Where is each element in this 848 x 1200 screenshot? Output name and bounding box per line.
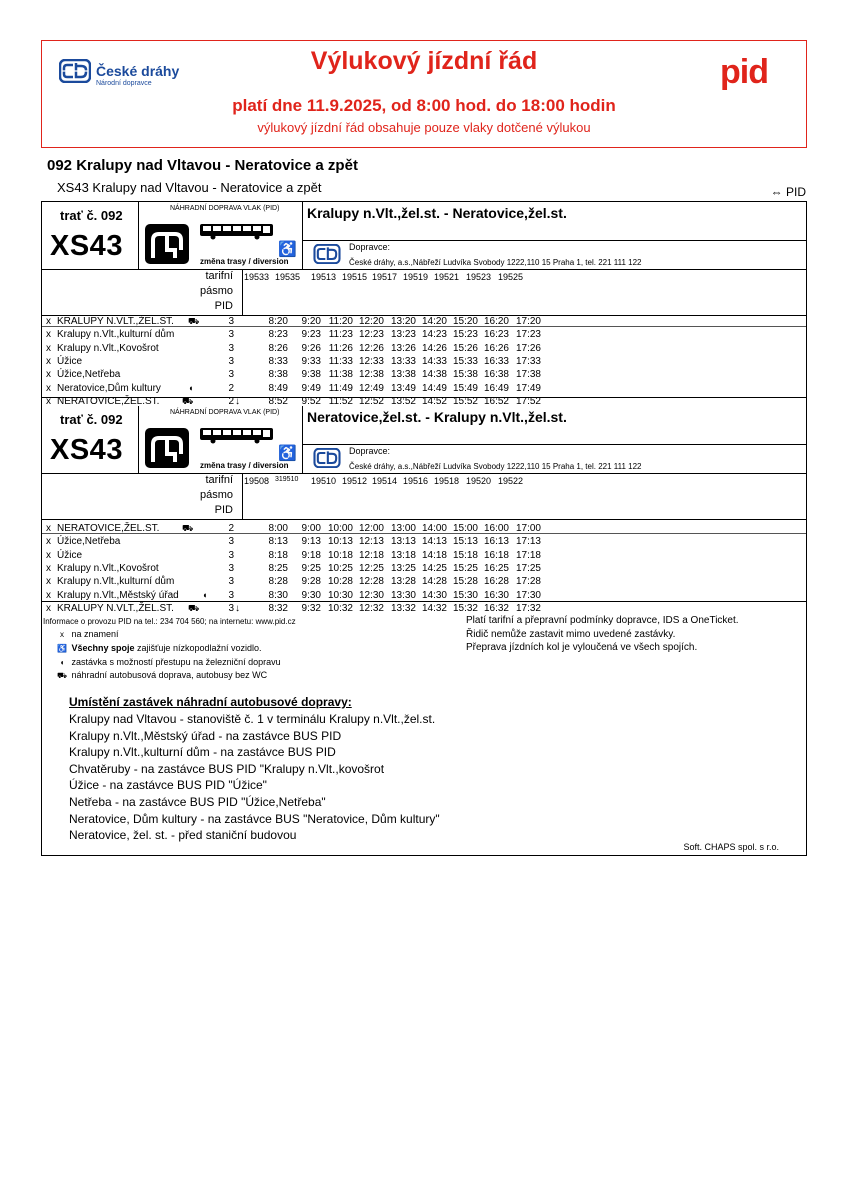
- train-number: 19517: [372, 272, 398, 282]
- info-line: Informace o provozu PID na tel.: 234 704 560; na internetu: www.pid.cz: [43, 617, 296, 626]
- replacement-transport-icon: [145, 224, 189, 264]
- stop-name: Úžice: [57, 355, 83, 367]
- departure-time: 12:30: [358, 589, 384, 601]
- departure-time: 15:20: [452, 316, 478, 327]
- diversion-label: změna trasy / diversion: [200, 257, 289, 266]
- on-request-mark: x: [46, 576, 51, 588]
- departure-time: 16:26: [483, 342, 509, 354]
- departure-time: 17:18: [515, 549, 541, 561]
- wheelchair-icon: ♿: [278, 445, 297, 462]
- departure-time: 13:20: [390, 316, 416, 327]
- tariff-zone: 3: [228, 549, 234, 561]
- departure-time: 13:32: [390, 602, 416, 614]
- legend-symbol: x: [60, 630, 64, 639]
- departure-time: 15:30: [452, 589, 478, 601]
- table-row: [42, 329, 806, 341]
- departure-time: 16:28: [483, 576, 509, 588]
- cd-logo-name: České dráhy: [96, 63, 180, 79]
- tariff-zone: 3: [228, 355, 234, 367]
- departure-time: 12:28: [358, 576, 384, 588]
- departure-time: 12:26: [358, 342, 384, 354]
- train-number: 19510: [311, 476, 337, 486]
- departure-time: 13:13: [390, 536, 416, 548]
- route-name: Neratovice,žel.st. - Kralupy n.Vlt.,žel.st.: [307, 409, 567, 425]
- on-request-mark: x: [46, 382, 51, 394]
- departure-time: 17:32: [515, 602, 541, 614]
- departure-time: 12:18: [358, 549, 384, 561]
- departure-time: 16:38: [483, 369, 509, 381]
- departure-time: 16:20: [483, 316, 509, 327]
- train-number: 19519: [403, 272, 429, 282]
- departure-time: 10:28: [327, 576, 353, 588]
- departure-time: 15:52: [452, 395, 478, 407]
- train-number: 19525: [498, 272, 524, 282]
- departure-time: 17:30: [515, 589, 541, 601]
- departure-time: 14:52: [421, 395, 447, 407]
- line-code: XS43: [50, 230, 123, 262]
- tariff-zone: 3: [228, 329, 234, 341]
- table-row: [42, 316, 806, 328]
- software-credit: Soft. CHAPS spol. s r.o.: [683, 842, 779, 852]
- stop-location-item: Neratovice, Dům kultury - na zastávce BUS "Neratovice, Dům kultury": [69, 811, 440, 826]
- train-number: 19516: [403, 476, 429, 486]
- departure-time: 8:52: [268, 395, 288, 407]
- rail-transfer-icon: ◖: [202, 589, 208, 600]
- table-row: [42, 590, 806, 602]
- departure-time: 16:25: [483, 562, 509, 574]
- stop-location-item: Netřeba - na zastávce BUS PID "Úžice,Netřeba": [69, 795, 326, 809]
- rail-transfer-icon: ◖: [188, 382, 194, 393]
- header-box: [41, 40, 807, 148]
- stop-location-item: Úžice - na zastávce BUS PID "Úžice": [69, 778, 267, 793]
- track-number: trať č. 092: [60, 412, 123, 427]
- departure-time: 13:25: [390, 562, 416, 574]
- train-number: 19512: [342, 476, 368, 486]
- departure-time: 10:00: [327, 523, 353, 534]
- cd-logo-subname: Národní dopravce: [96, 80, 152, 87]
- departure-time: 9:28: [301, 576, 321, 588]
- departure-time: 8:23: [268, 329, 288, 341]
- legend-text-bold: Všechny spoje: [71, 643, 135, 653]
- stop-location-item: Kralupy nad Vltavou - stanoviště č. 1 v terminálu Kralupy n.Vlt.,žel.st.: [69, 712, 436, 726]
- bus-icon: [199, 426, 274, 444]
- tariff-zone: 3: [228, 576, 234, 588]
- departure-time: 15:26: [452, 342, 478, 354]
- departure-time: 14:20: [421, 316, 447, 327]
- stop-location-item: Kralupy n.Vlt.,Městský úřad - na zastávce BUS PID: [69, 728, 342, 743]
- departure-time: 15:00: [452, 523, 478, 534]
- pid-logo: pid: [720, 53, 768, 91]
- departure-time: 8:38: [268, 369, 288, 381]
- departure-time: 17:28: [515, 576, 541, 588]
- operator-address: České dráhy, a.s.,Nábřeží Ludvíka Svobody 1222,110 15 Praha 1, tel. 221 111 122: [349, 462, 642, 471]
- departure-time: 13:49: [390, 382, 416, 394]
- table-row: [42, 383, 806, 395]
- departure-time: 14:28: [421, 576, 447, 588]
- train-number: 19515: [342, 272, 368, 282]
- track-number: trať č. 092: [60, 208, 123, 223]
- on-request-mark: x: [46, 549, 51, 561]
- legend-symbol: ⛟: [56, 671, 68, 680]
- departure-time: 10:25: [327, 562, 353, 574]
- departure-time: 16:52: [483, 395, 509, 407]
- validity-note: výlukový jízdní řád obsahuje pouze vlaky dotčené výlukou: [257, 120, 591, 135]
- tariff-zone: 3: [228, 562, 234, 574]
- departure-time: 17:00: [515, 523, 541, 534]
- departure-time: 17:33: [515, 355, 541, 367]
- stop-name: Úžice,Netřeba: [57, 369, 121, 381]
- departure-time: 17:13: [515, 536, 541, 548]
- departure-time: 8:18: [268, 549, 288, 561]
- line-code: XS43: [50, 434, 123, 466]
- tariff-zone: 3: [228, 536, 234, 548]
- tariff-zone: 2: [228, 523, 234, 534]
- departure-time: 12:38: [358, 369, 384, 381]
- departure-time: 13:28: [390, 576, 416, 588]
- departure-time: 12:32: [358, 602, 384, 614]
- legend-item: [55, 657, 281, 667]
- departure-time: 10:32: [327, 602, 353, 614]
- stop-name: Úžice: [57, 549, 83, 561]
- bus-icon: [199, 222, 274, 240]
- table-row: [42, 536, 806, 548]
- departure-time: 12:49: [358, 382, 384, 394]
- departure-time: 11:33: [328, 355, 353, 367]
- zone-label: pásmo: [199, 285, 233, 297]
- stop-location-item: Kralupy n.Vlt.,kulturní dům - na zastávce BUS PID: [69, 745, 336, 760]
- departure-time: 9:49: [301, 382, 321, 394]
- departure-time: 17:49: [515, 382, 541, 394]
- page-title: Výlukový jízdní řád: [310, 47, 538, 75]
- pid-label: PID: [214, 504, 233, 516]
- table-row: [42, 523, 806, 535]
- end-arrow-icon: ↓: [235, 602, 240, 614]
- departure-time: 10:18: [327, 549, 353, 561]
- tariff-zone: 2: [228, 395, 234, 407]
- departure-time: 14:49: [421, 382, 447, 394]
- departure-time: 16:13: [483, 536, 509, 548]
- tariff-zone: 3: [228, 602, 234, 614]
- departure-time: 14:33: [421, 355, 447, 367]
- train-number: 19514: [372, 476, 398, 486]
- departure-time: 9:26: [301, 342, 321, 354]
- stop-name: NERATOVICE,ŽEL.ST.: [57, 395, 160, 407]
- on-request-mark: x: [46, 536, 51, 548]
- departure-time: 17:38: [515, 369, 541, 381]
- timetable-frame: [41, 201, 807, 856]
- departure-time: 16:30: [483, 589, 509, 601]
- table-row: [42, 356, 806, 368]
- departure-time: 16:18: [483, 549, 509, 561]
- route-name: Kralupy n.Vlt.,žel.st. - Neratovice,žel.st.: [307, 205, 567, 221]
- departure-time: 14:26: [421, 342, 447, 354]
- legend-item: [55, 670, 267, 681]
- departure-time: 17:26: [515, 342, 541, 354]
- departure-time: 13:26: [390, 342, 416, 354]
- zone-label: pásmo: [199, 489, 233, 501]
- departure-time: 16:33: [483, 355, 509, 367]
- train-number: 19513: [311, 272, 337, 282]
- bus-replacement-icon: ⛟: [182, 523, 194, 533]
- replacement-transport-icon: [145, 428, 189, 468]
- pid-link[interactable]: ⇔ PID: [770, 185, 806, 199]
- departure-time: 17:23: [515, 329, 541, 341]
- departure-time: 16:32: [483, 602, 509, 614]
- departure-time: 13:52: [390, 395, 416, 407]
- departure-time: 16:00: [483, 523, 509, 534]
- departure-time: 8:30: [268, 589, 288, 601]
- departure-time: 12:00: [358, 523, 384, 534]
- departure-time: 13:38: [390, 369, 416, 381]
- train-number: 19535: [275, 272, 301, 282]
- train-number: 19523: [466, 272, 492, 282]
- departure-time: 8:28: [268, 576, 288, 588]
- departure-time: 8:33: [268, 355, 288, 367]
- on-request-mark: x: [46, 316, 51, 327]
- departure-time: 14:18: [421, 549, 447, 561]
- line-title: 092 Kralupy nad Vltavou - Neratovice a zpět: [47, 157, 358, 174]
- line-subtitle: XS43 Kralupy nad Vltavou - Neratovice a zpět: [57, 180, 322, 195]
- departure-time: 8:25: [268, 562, 288, 574]
- departure-time: 11:38: [328, 369, 353, 381]
- legend-text: zajišťuje nízkopodlažní vozidlo.: [134, 643, 262, 653]
- train-number: 19522: [498, 476, 524, 486]
- on-request-mark: x: [46, 523, 51, 534]
- departure-time: 17:20: [515, 316, 541, 327]
- departure-time: 14:38: [421, 369, 447, 381]
- departure-time: 8:26: [268, 342, 288, 354]
- departure-time: 15:49: [452, 382, 478, 394]
- departure-time: 10:30: [327, 589, 353, 601]
- stop-name: Kralupy n.Vlt.,kulturní dům: [57, 329, 175, 341]
- train-number: 19533: [244, 272, 270, 282]
- departure-time: 15:38: [452, 369, 478, 381]
- departure-time: 8:20: [268, 316, 288, 327]
- departure-time: 11:49: [328, 382, 353, 394]
- stop-name: Kralupy n.Vlt.,Kovošrot: [57, 562, 159, 574]
- departure-time: 9:13: [301, 536, 321, 548]
- timetable-block: [42, 202, 806, 412]
- condition-note: Platí tarifní a přepravní podmínky dopravce, IDS a OneTicket.: [466, 615, 739, 626]
- pid-label: PID: [214, 300, 233, 312]
- stop-name: Kralupy n.Vlt.,Městský úřad: [57, 589, 179, 601]
- operator-label: Dopravce:: [349, 242, 391, 252]
- table-row: [42, 369, 806, 381]
- departure-time: 13:00: [390, 523, 416, 534]
- on-request-mark: x: [46, 342, 51, 354]
- operator-address: České dráhy, a.s.,Nábřeží Ludvíka Svobody 1222,110 15 Praha 1, tel. 221 111 122: [349, 258, 642, 267]
- tariff-zone: 3: [228, 369, 234, 381]
- replacement-label: NÁHRADNÍ DOPRAVA VLAK (PID): [170, 205, 280, 212]
- departure-time: 9:23: [301, 329, 321, 341]
- table-row: [42, 563, 806, 575]
- departure-time: 15:32: [452, 602, 478, 614]
- train-number: 19520: [466, 476, 492, 486]
- departure-time: 14:00: [421, 523, 447, 534]
- stop-name: NERATOVICE,ŽEL.ST.: [57, 523, 160, 534]
- departure-time: 13:33: [390, 355, 416, 367]
- cd-small-logo-icon: [313, 244, 341, 264]
- tariff-zone: 3: [228, 589, 234, 601]
- train-number: 19521: [434, 272, 460, 282]
- stop-name: KRALUPY N.VLT.,ŽEL.ST.: [57, 316, 174, 327]
- legend-item: [55, 643, 262, 653]
- bus-replacement-icon: ⛟: [188, 316, 200, 326]
- departure-time: 9:52: [301, 395, 321, 407]
- legend-text: náhradní autobusová doprava, autobusy bez WC: [71, 670, 268, 680]
- condition-note: Řidič nemůže zastavit mimo uvedené zastávky.: [466, 628, 676, 640]
- stop-location-item: Neratovice, žel. st. - před staniční budovou: [69, 828, 297, 843]
- departure-time: 14:30: [421, 589, 447, 601]
- on-request-mark: x: [46, 355, 51, 367]
- departure-time: 17:52: [515, 395, 541, 407]
- departure-time: 14:25: [421, 562, 447, 574]
- departure-time: 12:13: [358, 536, 384, 548]
- departure-time: 17:25: [515, 562, 541, 574]
- departure-time: 14:23: [421, 329, 447, 341]
- stop-name: Úžice,Netřeba: [57, 536, 121, 548]
- departure-time: 12:23: [358, 329, 384, 341]
- departure-time: 9:25: [301, 562, 321, 574]
- departure-time: 15:25: [452, 562, 478, 574]
- departure-time: 11:26: [328, 342, 353, 354]
- stop-name: Neratovice,Dům kultury: [57, 382, 161, 394]
- table-row: [42, 550, 806, 562]
- on-request-mark: x: [46, 369, 51, 381]
- departure-time: 9:00: [301, 523, 321, 534]
- departure-time: 9:38: [301, 369, 321, 381]
- stop-name: KRALUPY N.VLT.,ŽEL.ST.: [57, 602, 174, 614]
- table-row: [42, 603, 806, 615]
- departure-time: 8:32: [268, 602, 288, 614]
- bus-replacement-icon: ⛟: [182, 395, 194, 406]
- departure-time: 12:25: [358, 562, 384, 574]
- cd-small-logo-icon: [313, 448, 341, 468]
- diversion-label: změna trasy / diversion: [200, 461, 289, 470]
- departure-time: 12:20: [358, 316, 384, 327]
- on-request-mark: x: [46, 602, 51, 614]
- condition-note: Přeprava jízdních kol je vyloučená ve všech spojích.: [466, 642, 698, 653]
- train-number: 19508: [244, 476, 270, 486]
- departure-time: 14:13: [421, 536, 447, 548]
- table-row: [42, 576, 806, 588]
- tariff-label: tarifní: [205, 474, 233, 486]
- departure-time: 15:23: [452, 329, 478, 341]
- departure-time: 13:18: [390, 549, 416, 561]
- departure-time: 10:13: [327, 536, 353, 548]
- timetable-block: [42, 406, 806, 616]
- stops-location-title: Umístění zastávek náhradní autobusové dopravy:: [69, 695, 352, 709]
- legend-item: [55, 629, 119, 639]
- stop-name: Kralupy n.Vlt.,Kovošrot: [57, 342, 159, 354]
- wheelchair-icon: ♿: [278, 241, 297, 258]
- departure-time: 9:20: [301, 316, 321, 327]
- legend-symbol: ♿: [57, 644, 67, 653]
- tariff-zone: 2: [228, 382, 234, 394]
- departure-time: 12:33: [358, 355, 384, 367]
- table-row: [42, 343, 806, 355]
- stop-location-item: Chvatěruby - na zastávce BUS PID "Kralupy n.Vlt.,kovošrot: [69, 761, 385, 776]
- departure-time: 13:30: [390, 589, 416, 601]
- departure-time: 15:18: [452, 549, 478, 561]
- replacement-label: NÁHRADNÍ DOPRAVA VLAK (PID): [170, 409, 280, 416]
- departure-time: 15:33: [452, 355, 478, 367]
- train-number: 19518: [434, 476, 460, 486]
- tariff-zone: 3: [228, 316, 234, 327]
- legend-symbol: ◖: [59, 658, 65, 667]
- stop-name: Kralupy n.Vlt.,kulturní dům: [57, 576, 175, 588]
- legend-text: zastávka s možností přestupu na železniční dopravu: [71, 657, 281, 667]
- departure-time: 11:52: [328, 395, 353, 407]
- tariff-zone: 3: [228, 342, 234, 354]
- validity-text: platí dne 11.9.2025, od 8:00 hod. do 18:00 hodin: [232, 96, 616, 115]
- departure-time: 14:32: [421, 602, 447, 614]
- on-request-mark: x: [46, 395, 51, 407]
- departure-time: 16:23: [483, 329, 509, 341]
- departure-time: 12:52: [358, 395, 384, 407]
- departure-time: 16:49: [483, 382, 509, 394]
- departure-time: 8:49: [268, 382, 288, 394]
- departure-time: 9:32: [301, 602, 321, 614]
- end-arrow-icon: ↓: [235, 395, 240, 407]
- departure-time: 15:13: [452, 536, 478, 548]
- departure-time: 11:20: [328, 316, 353, 327]
- departure-time: 8:00: [268, 523, 288, 534]
- operator-label: Dopravce:: [349, 446, 391, 456]
- departure-time: 9:33: [301, 355, 321, 367]
- departure-time: 9:18: [301, 549, 321, 561]
- on-request-mark: x: [46, 329, 51, 341]
- bus-replacement-icon: ⛟: [188, 602, 200, 613]
- on-request-mark: x: [46, 589, 51, 601]
- on-request-mark: x: [46, 562, 51, 574]
- departure-time: 11:23: [328, 329, 353, 341]
- departure-time: 13:23: [390, 329, 416, 341]
- tariff-label: tarifní: [205, 270, 233, 282]
- train-number: 319510: [275, 476, 299, 483]
- departure-time: 15:28: [452, 576, 478, 588]
- legend-text: na znamení: [71, 629, 119, 639]
- departure-time: 8:13: [268, 536, 288, 548]
- departure-time: 9:30: [301, 589, 321, 601]
